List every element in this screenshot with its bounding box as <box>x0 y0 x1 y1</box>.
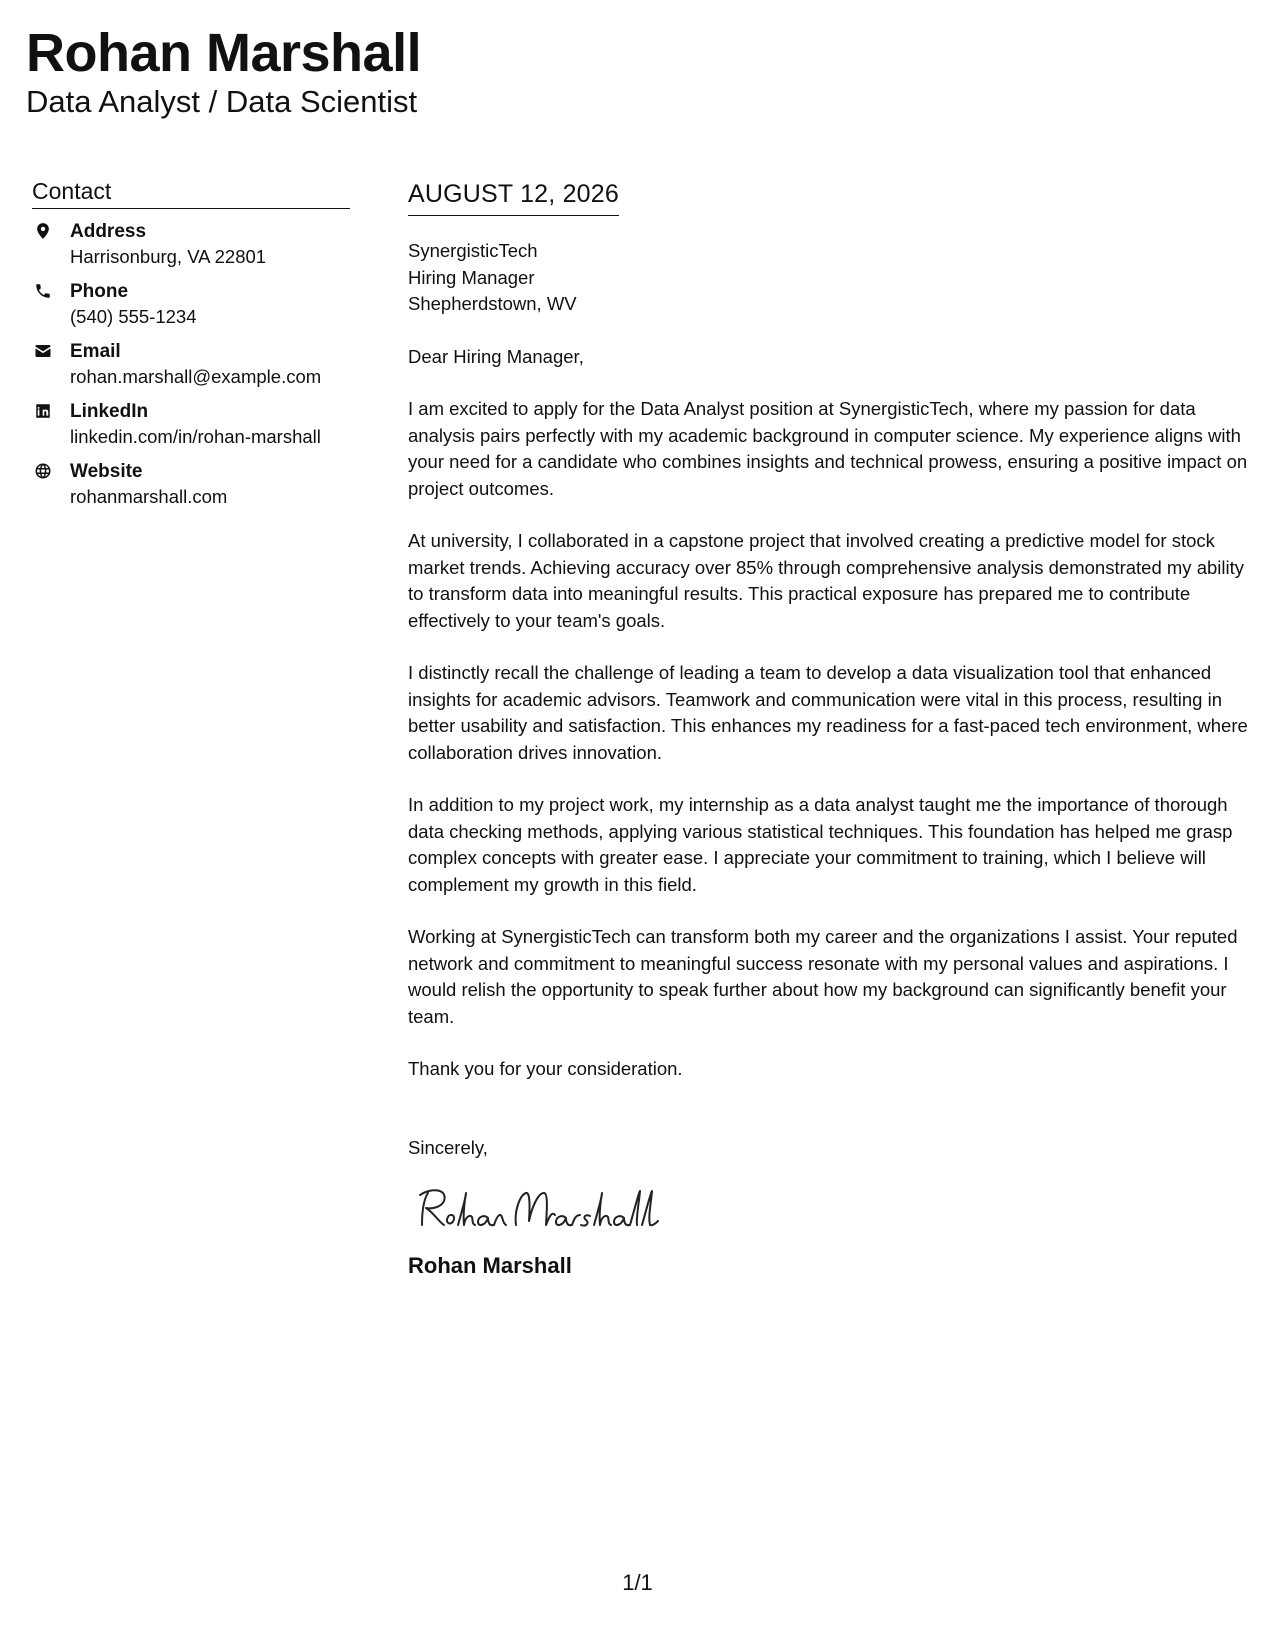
recipient-role: Hiring Manager <box>408 266 535 288</box>
letter-date: AUGUST 12, 2026 <box>408 176 619 216</box>
contact-heading: Contact <box>32 176 350 209</box>
contact-label-linkedin: LinkedIn <box>70 401 149 422</box>
contact-item-address <box>32 219 350 269</box>
handwritten-signature <box>408 1181 668 1237</box>
contact-label-email: Email <box>70 341 121 362</box>
letter-paragraph: In addition to my project work, my internship as a data analyst taught me the importance of thorough data checking methods, applying various statistical techniques. This foundation has helped me grasp complex concepts with greater ease. I appreciate your commitment to training, which I believe will complement my growth in this field. <box>408 794 1233 895</box>
map-pin-icon <box>32 219 70 243</box>
recipient-company: SynergisticTech <box>408 240 538 261</box>
contact-value-phone: (540) 555-1234 <box>70 306 197 327</box>
thanks-line: Thank you for your consideration. <box>408 1058 683 1079</box>
contact-label-phone: Phone <box>70 281 129 302</box>
contact-label-address: Address <box>70 221 147 242</box>
contact-value-address: Harrisonburg, VA 22801 <box>70 246 267 267</box>
linkedin-icon <box>32 399 70 423</box>
resume-header <box>26 22 421 120</box>
letter-paragraph: Working at SynergisticTech can transform both my career and the organizations I assist. Your reputed network and commitment to meaningful success resonate with my personal values and aspirations. I would relish the opportunity to speak further about how my background can significantly benefit your team. <box>408 926 1238 1027</box>
contact-item-phone <box>32 279 350 329</box>
contact-sidebar <box>32 176 350 519</box>
contact-item-website <box>32 459 350 509</box>
recipient-block <box>408 238 1250 318</box>
salutation: Dear Hiring Manager, <box>408 345 584 367</box>
signer-name: Rohan Marshall <box>408 1253 572 1278</box>
closing-line: Sincerely, <box>408 1136 488 1158</box>
contact-value-email: rohan.marshall@example.com <box>70 366 322 387</box>
globe-icon <box>32 459 70 483</box>
envelope-icon <box>32 339 70 363</box>
contact-value-website: rohanmarshall.com <box>70 486 228 507</box>
letter-paragraph: At university, I collaborated in a capstone project that involved creating a predictive model for stock market trends. Achieving accuracy over 85% through comprehensive analysis demonstrated my ability to transform data into meaningful results. This practical exposure has prepared me to contribute effectively to your team's goals. <box>408 530 1244 631</box>
letter-paragraph: I distinctly recall the challenge of leading a team to develop a data visualization tool that enhanced insights for academic advisors. Teamwork and communication were vital in this process, resulting in better usability and satisfaction. This enhances my readiness for a fast-paced tech environment, where collaboration drives innovation. <box>408 662 1248 763</box>
contact-item-linkedin <box>32 399 350 449</box>
applicant-name: Rohan Marshall <box>26 23 422 83</box>
letter-paragraph: I am excited to apply for the Data Analyst position at SynergisticTech, where my passion for data analysis pairs perfectly with my academic background in computer science. My experience aligns with your need for a candidate who combines insights and technical prowess, ensuring a positive impact on project outcomes. <box>408 398 1248 499</box>
recipient-location: Shepherdstown, WV <box>408 293 577 314</box>
contact-label-website: Website <box>70 461 143 482</box>
page-number: 1/1 <box>622 1570 653 1595</box>
phone-icon <box>32 279 70 303</box>
contact-item-email <box>32 339 350 389</box>
applicant-title: Data Analyst / Data Scientist <box>26 84 418 119</box>
contact-value-linkedin: linkedin.com/in/rohan-marshall <box>70 426 321 447</box>
cover-letter-body <box>408 176 1250 1281</box>
